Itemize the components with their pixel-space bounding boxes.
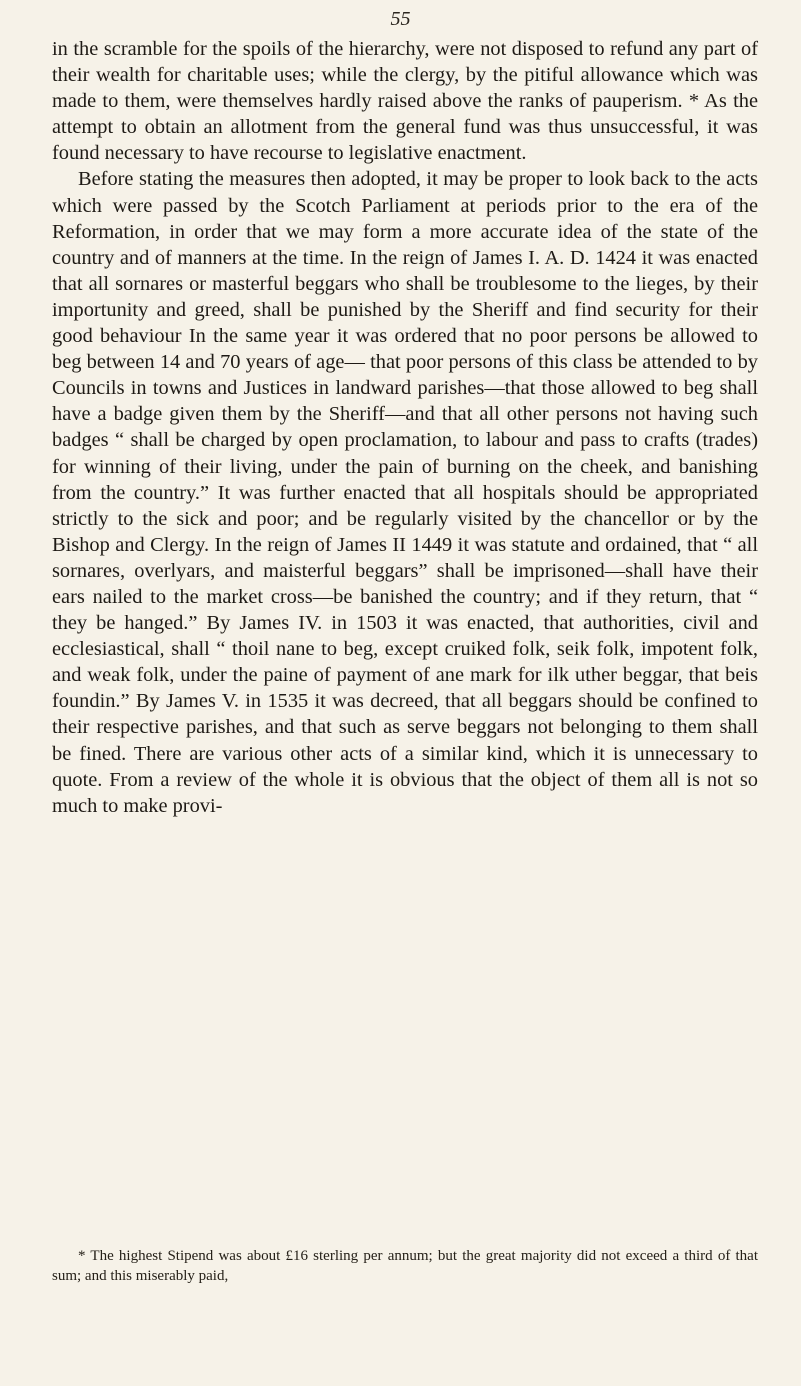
paragraph-continued: in the scramble for the spoils of the hierarchy, were not disposed to refund any part of their wealth for charitable uses; while the clergy, by the pitiful allowance which was made to them, were themselves hardly raised above the ranks of pauperism. * As the attempt to obtain an allotment from the general fund was thus unsuccessful, it was found necessary to have recourse to legislative enactment. xyxy=(52,38,758,165)
page-number: 55 xyxy=(390,8,411,30)
body-text xyxy=(52,36,758,819)
footnote: * The highest Stipend was about £16 sterling per annum; but the great majority did not exceed a third of that sum; and this miserably paid, xyxy=(52,1248,758,1284)
paragraph-scotch-acts: Before stating the measures then adopted, it may be proper to look back to the acts which were passed by the Scotch Parliament at periods prior to the era of the Reformation, in order that we may form a more accurate idea of the state of the country and of manners at the time. In the reign of James I. A. D. 1424 it was enacted that all sornares or masterful beggars who shall be troublesome to the lieges, by their importunity and greed, shall be punished by the Sheriff and find security for their good behaviour In the same year it was ordered that no poor persons be allowed to beg between 14 and 70 years of age— that poor persons of this class be attended to by Councils in towns and Justices in landward parishes—that those allowed to beg shall have a badge given them by the Sheriff—and that all other persons not having such badges “ shall be charged by open proclamation, to labour and pass to crafts (trades) for winning of their living, under the pain of burning on the cheek, and banishing from the country.” It was further enacted that all hospitals should be appropriated strictly to the sick and poor; and be regularly visited by the chancellor or by the Bishop and Clergy. In the reign of James II 1449 it was statute and ordained, that “ all sornares, overlyars, and maisterful beggars” shall be imprisoned—shall have their ears nailed to the market cross—be banished the country; and if they return, that “ they be hanged.” By James IV. in 1503 it was enacted, that authorities, civil and ecclesiastical, shall “ thoil nane to beg, except cruiked folk, seik folk, impotent folk, and weak folk, under the paine of payment of ane mark for ilk uther beggar, that beis foundin.” By James V. in 1535 it was decreed, that all beggars should be confined to their respective parishes, and that such as serve beggars not belonging to them shall be fined. There are various other acts of a similar kind, which it is unnecessary to quote. From a review of the whole it is obvious that the object of them all is not so much to make provi- xyxy=(52,168,758,817)
